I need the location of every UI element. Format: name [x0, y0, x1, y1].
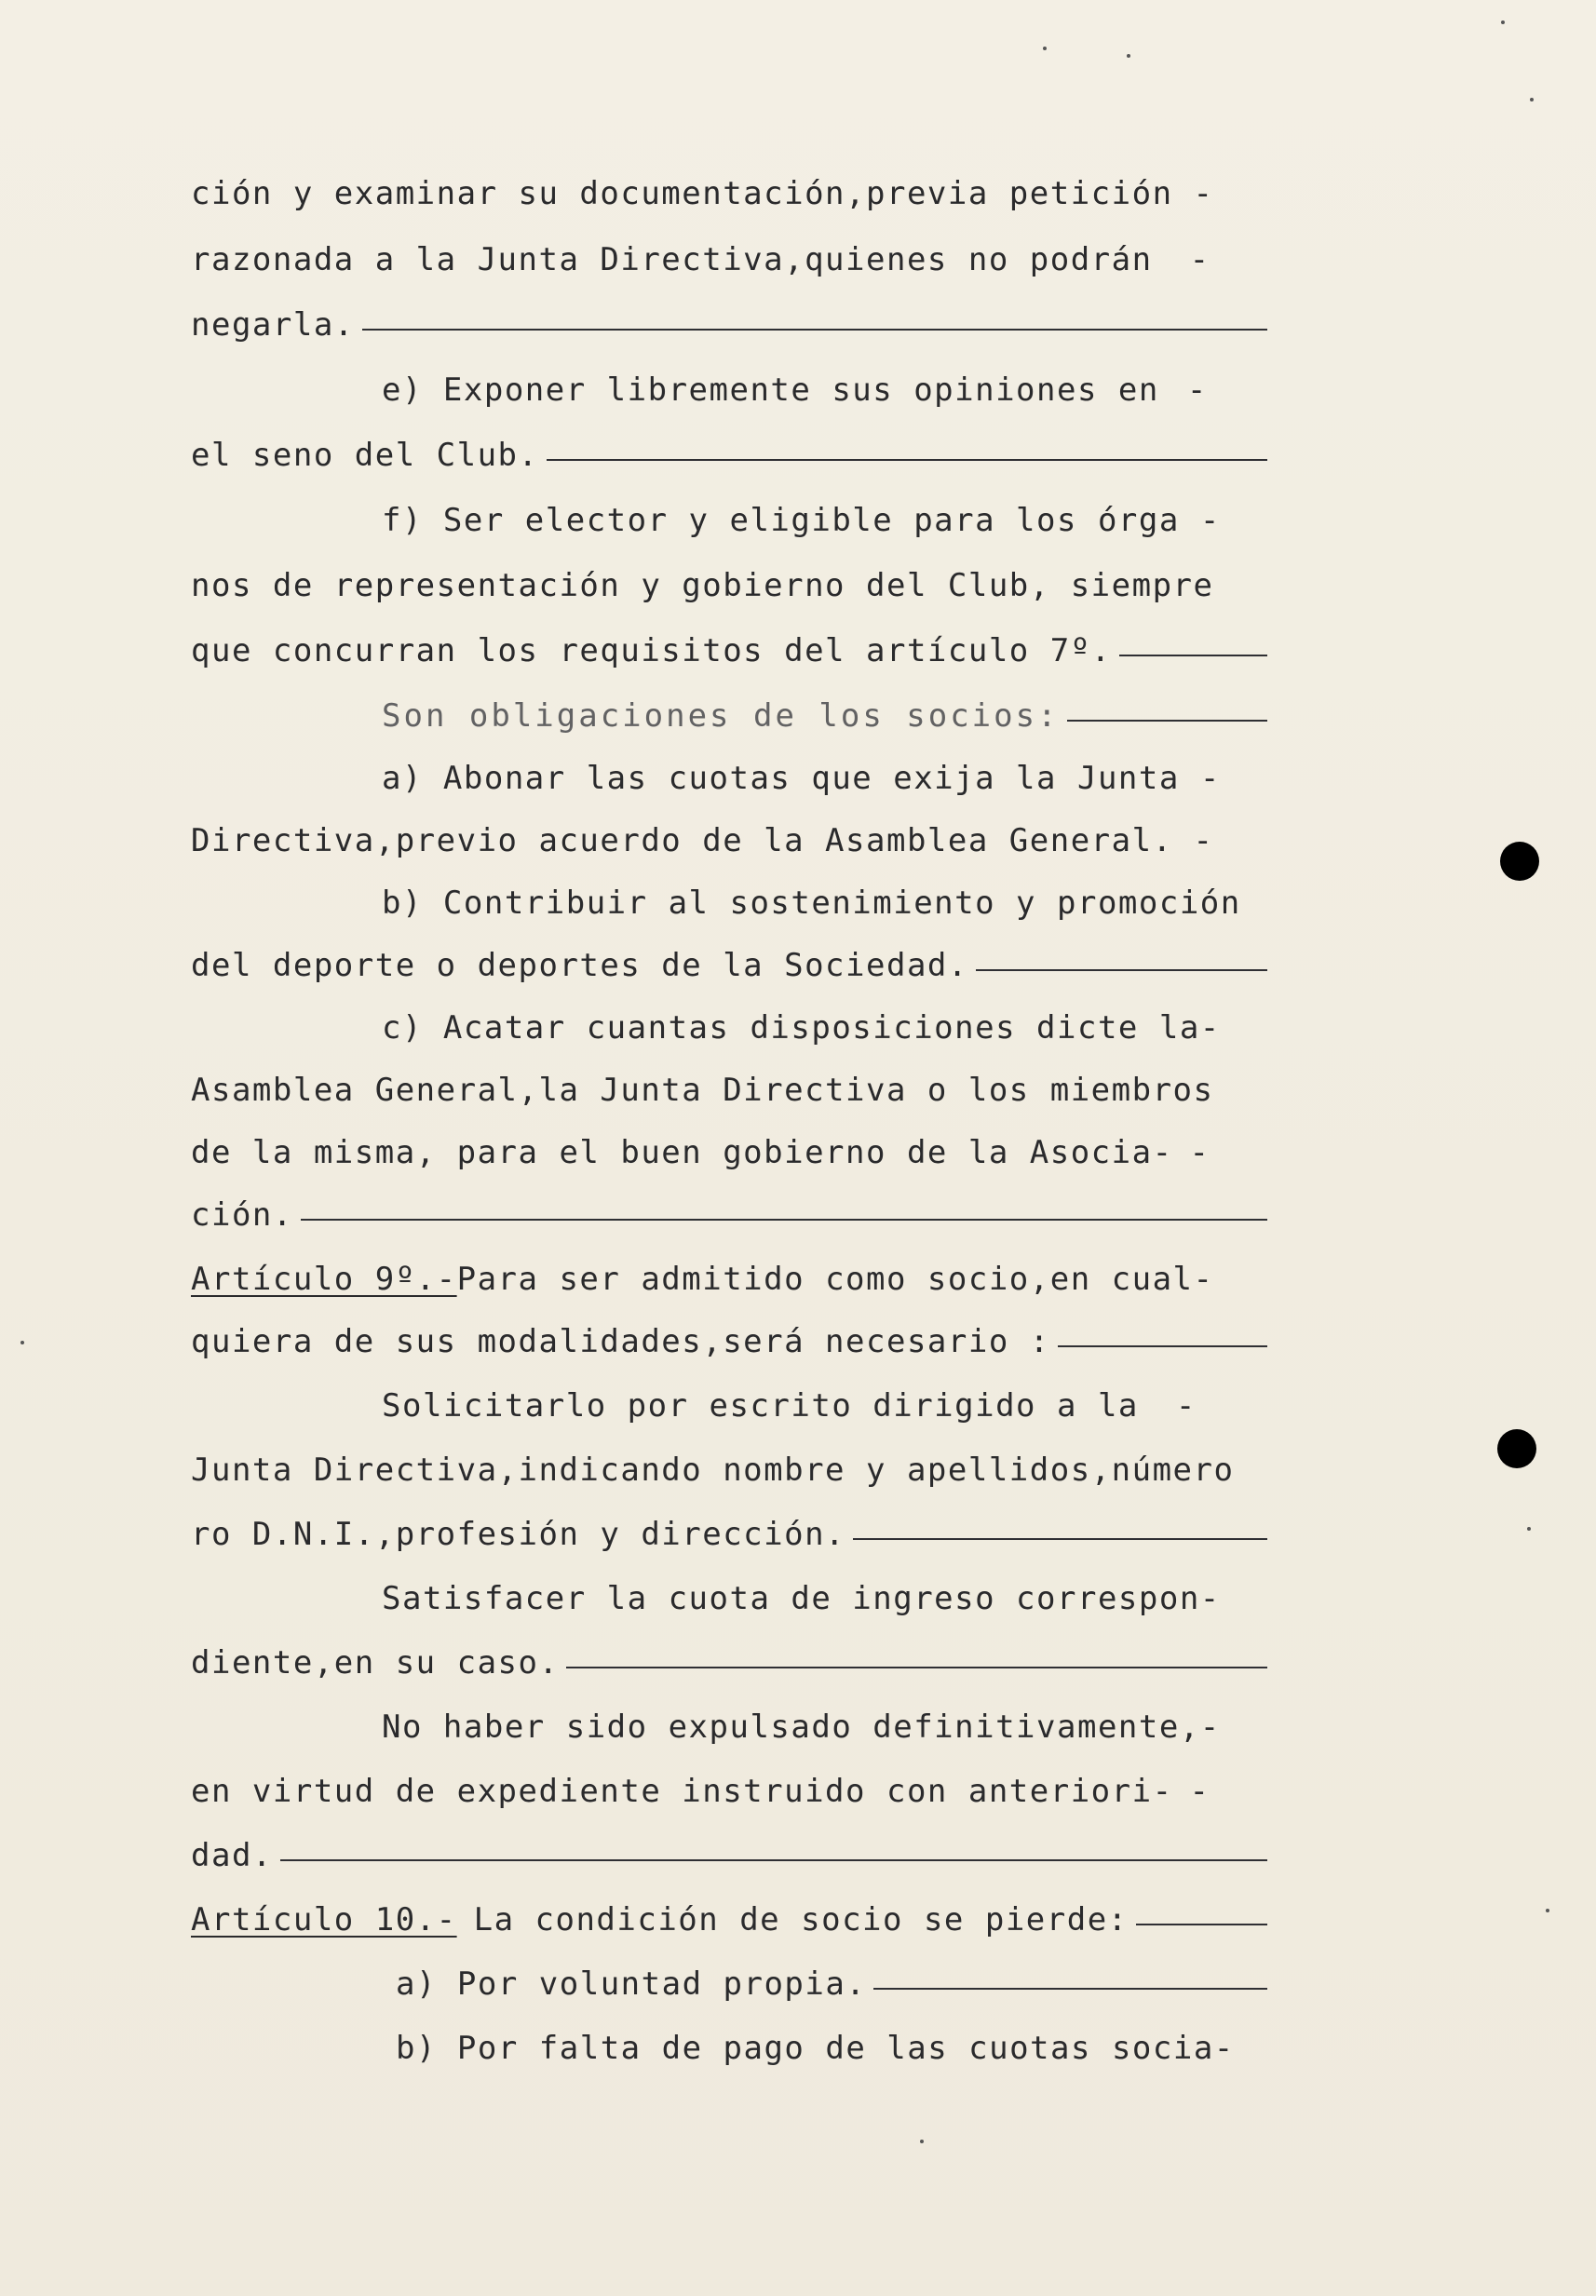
line-text: dad.: [191, 1837, 273, 1874]
line-text: ción y examinar su documentación,previa petición: [191, 175, 1173, 212]
text-line: [191, 1501, 1271, 1553]
fill-dash: [1067, 720, 1267, 722]
line-text: del deporte o deportes de la Sociedad.: [191, 947, 968, 984]
line-tail: -: [1199, 502, 1221, 539]
text-line: [191, 617, 1271, 669]
article-9-heading: [191, 1246, 1271, 1298]
punch-hole: [1500, 842, 1539, 881]
text-line: [191, 1565, 1271, 1617]
line-text: el seno del Club.: [191, 437, 539, 474]
fill-dash: [280, 1859, 1267, 1861]
line-text: f) Ser elector y eligible para los órga: [382, 502, 1180, 539]
line-text: b) Contribuir al sostenimiento y promoción: [382, 885, 1241, 922]
line-text: ro D.N.I.,profesión y dirección.: [191, 1516, 846, 1553]
line-text: b) Por falta de pago de las cuotas socia-: [396, 2030, 1235, 2067]
line-text: Asamblea General,la Junta Directiva o los miembros: [191, 1072, 1214, 1109]
text-line: [191, 357, 1271, 409]
paper-speck: [1127, 54, 1130, 58]
line-tail: -: [1189, 1134, 1211, 1171]
paper-speck: [20, 1341, 24, 1344]
punch-hole: [1497, 1429, 1536, 1468]
fill-dash: [853, 1538, 1267, 1540]
line-text: en virtud de expediente instruido con anteriori-: [191, 1773, 1173, 1810]
text-line: [191, 994, 1271, 1047]
line-text: quiera de sus modalidades,será necesario :: [191, 1323, 1050, 1360]
line-text: Para ser admitido como socio,en cual-: [456, 1261, 1214, 1298]
text-line: [191, 1694, 1271, 1746]
line-text: Junta Directiva,indicando nombre y apellidos,número: [191, 1452, 1235, 1489]
text-line: [191, 1437, 1271, 1489]
fill-dash: [976, 969, 1267, 971]
fill-dash: [566, 1667, 1267, 1668]
fill-dash: [547, 459, 1268, 461]
article-10-heading: [191, 1886, 1271, 1938]
line-tail: -: [1199, 760, 1221, 797]
paper-speck: [1527, 1527, 1531, 1531]
fill-dash: [362, 329, 1267, 331]
line-text: Son obligaciones de los socios:: [382, 697, 1060, 735]
text-line: [191, 1182, 1271, 1234]
line-text: de la misma, para el buen gobierno de la Asocia-: [191, 1134, 1173, 1171]
line-tail: -: [1175, 1387, 1197, 1425]
line-tail: -: [1186, 371, 1208, 409]
line-text: negarla.: [191, 306, 355, 344]
text-line: [191, 422, 1271, 474]
line-text: ción.: [191, 1196, 293, 1234]
line-text: Satisfacer la cuota de ingreso correspon-: [382, 1580, 1221, 1617]
text-line: [191, 870, 1271, 922]
text-line: [191, 160, 1271, 212]
line-tail: -: [1193, 175, 1214, 212]
line-tail: -: [1193, 822, 1214, 859]
line-text: diente,en su caso.: [191, 1644, 560, 1681]
line-text: a) Abonar las cuotas que exija la Junta: [382, 760, 1180, 797]
text-line: [191, 1308, 1271, 1360]
text-line: [191, 1758, 1271, 1810]
text-line: [191, 1372, 1271, 1425]
paper-speck: [1501, 20, 1505, 24]
text-line: [191, 291, 1271, 344]
text-line: [191, 932, 1271, 984]
article-label: Artículo 9º.-: [191, 1261, 457, 1298]
text-line: [191, 1057, 1271, 1109]
line-text: Solicitarlo por escrito dirigido a la: [382, 1387, 1139, 1425]
line-text: No haber sido expulsado definitivamente,-: [382, 1708, 1221, 1746]
line-tail: -: [1189, 241, 1211, 278]
fill-dash: [1136, 1924, 1267, 1925]
text-line: [191, 1629, 1271, 1681]
line-text: razonada a la Junta Directiva,quienes no podrán: [191, 241, 1153, 278]
fill-dash: [1119, 655, 1267, 656]
text-line: [191, 1822, 1271, 1874]
fill-dash: [873, 1988, 1267, 1990]
fill-dash: [301, 1219, 1267, 1221]
text-line: [191, 487, 1271, 539]
line-text: Directiva,previo acuerdo de la Asamblea General.: [191, 822, 1173, 859]
text-line: [191, 745, 1271, 797]
line-text: que concurran los requisitos del artículo 7º.: [191, 632, 1112, 669]
text-line: [191, 226, 1271, 278]
line-text: nos de representación y gobierno del Club, siempre: [191, 567, 1214, 604]
line-tail: -: [1189, 1773, 1211, 1810]
line-text: a) Por voluntad propia.: [396, 1965, 867, 2003]
line-text: c) Acatar cuantas disposiciones dicte la-: [382, 1009, 1221, 1047]
text-line: [191, 1119, 1271, 1171]
fill-dash: [1058, 1345, 1267, 1347]
section-heading: [191, 682, 1271, 735]
text-line: [191, 1951, 1271, 2003]
paper-speck: [1530, 98, 1534, 101]
paper-speck: [1043, 47, 1047, 50]
paper-speck: [920, 2140, 924, 2143]
text-line: [191, 552, 1271, 604]
text-line: [191, 807, 1271, 859]
article-label: Artículo 10.-: [191, 1901, 457, 1938]
line-text: e) Exponer libremente sus opiniones en: [382, 371, 1159, 409]
text-line: [191, 2015, 1271, 2067]
paper-speck: [1546, 1909, 1549, 1912]
line-text: La condición de socio se pierde:: [473, 1901, 1129, 1938]
